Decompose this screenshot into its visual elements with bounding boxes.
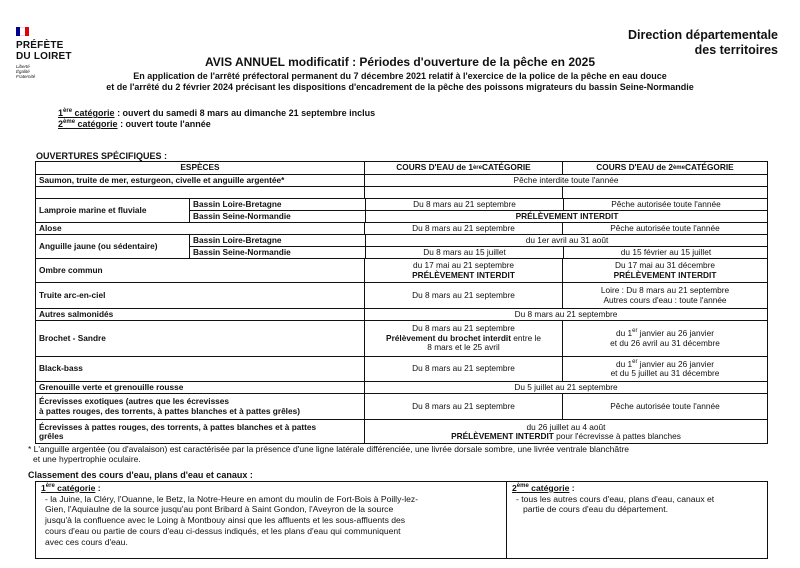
table-row-anguille	[36, 235, 767, 259]
species-truite: Truite arc-en-ciel	[39, 289, 106, 300]
classement-cat2-list: - tous les autres cours d'eau, plans d'eau, canaux et partie de cours d'eau du département.	[516, 493, 715, 515]
species-ecrevisses-exotiques: Écrevisses exotiques (autres que les écrevisses à pattes rouges, des torrents, à pattes blanches et à pattes grêles)	[39, 396, 300, 416]
species-grenouille: Grenouille verte et grenouille rousse	[39, 382, 184, 392]
species-saumon: Saumon, truite de mer, esturgeon, civelle et anguille argentée*	[39, 175, 285, 185]
ecrevisses-autochtones-dates: du 26 juillet au 4 août	[526, 421, 606, 432]
brochet-cat1-dates: Du 8 mars au 21 septembre	[412, 323, 515, 334]
species-brochet: Brochet - Sandre	[39, 332, 106, 343]
table-row-salmonides	[36, 309, 767, 321]
section-title: OUVERTURES SPÉCIFIQUES :	[36, 151, 168, 161]
ombre-cat2-dates: Du 17 mai au 31 décembre	[614, 260, 716, 270]
classement-cat2-heading: 2ème catégorie :	[512, 483, 575, 493]
motto-egalite: Égalité	[16, 69, 30, 74]
motto-fraternite: Fraternité	[16, 74, 36, 79]
header-cat1: COURS D'EAU de 1 ère CATÉGORIE	[364, 162, 562, 174]
ecrevisses-autochtones-period	[364, 420, 767, 444]
blackbass-cat2	[562, 357, 767, 381]
brochet-cat2-period-2: et du 26 avril au 31 décembre	[610, 337, 720, 348]
lamproie-seine-period: PRÉLÈVEMENT INTERDIT	[365, 211, 768, 223]
direction-line-2: des territoires	[694, 43, 778, 57]
species-anguille: Anguille jaune (ou sédentaire)	[39, 240, 158, 251]
alose-cat2: Pêche autorisée toute l'année	[562, 223, 767, 234]
header-species: ESPÈCES	[180, 162, 220, 173]
table-row-blackbass	[36, 357, 767, 382]
table-row-ombre	[36, 259, 767, 283]
ombre-cat2-restriction: PRÉLÈVEMENT INTERDIT	[613, 269, 717, 280]
footnote-line-2: et une hypertrophie oculaire.	[33, 454, 141, 464]
subtitle-line-2: et de l'arrêté du 2 février 2024 précisant les dispositions d'encadrement de la pêche des poissons migrateurs du bassin Seine-Normandie	[106, 81, 694, 92]
truite-cat2-loire: Loire : Du 8 mars au 21 septembre	[600, 285, 730, 295]
truite-cat1: Du 8 mars au 21 septembre	[364, 283, 562, 308]
blackbass-cat1: Du 8 mars au 21 septembre	[364, 357, 562, 381]
saumon-period: Pêche interdite toute l'année	[364, 175, 767, 186]
anguille-basin-seine: Bassin Seine-Normandie	[193, 247, 291, 258]
table-header-row	[36, 162, 767, 175]
lamproie-loire-cat1: Du 8 mars au 21 septembre	[365, 199, 563, 210]
table-row-ecrevisses-autochtones	[36, 420, 767, 444]
species-alose: Alose	[39, 223, 62, 233]
truite-cat2	[562, 283, 767, 308]
ombre-cat2	[562, 259, 767, 282]
species-ecrevisses-autochtones: Écrevisses à pattes rouges, des torrents, à pattes blanches et à pattes grêles	[39, 421, 317, 441]
table-row-truite	[36, 283, 767, 309]
page-title: AVIS ANNUEL modificatif : Périodes d'ouverture de la pêche en 2025	[204, 55, 596, 69]
species-lamproie: Lamproie marine et fluviale	[39, 204, 147, 215]
alose-cat1: Du 8 mars au 21 septembre	[364, 223, 562, 234]
lamproie-basin-loire: Bassin Loire-Bretagne	[193, 199, 282, 209]
anguille-seine-cat2: du 15 février au 15 juillet	[563, 247, 768, 259]
anguille-seine-cat1: Du 8 mars au 15 juillet	[365, 247, 563, 259]
issuing-direction	[628, 28, 778, 58]
brochet-cat2	[562, 321, 767, 356]
table-row-grenouille	[36, 382, 767, 394]
blackbass-cat2-period-2: et du 5 juillet au 31 décembre	[610, 368, 720, 378]
table-row-lamproie	[36, 199, 767, 223]
table-row-ecrevisses-exotiques	[36, 394, 767, 420]
table-row-brochet	[36, 321, 767, 357]
truite-cat2-other: Autres cours d'eau : toute l'année	[603, 294, 727, 305]
logo-line-2: DU LOIRET	[16, 51, 72, 62]
logo-line-1: PRÉFÈTE	[16, 40, 64, 51]
ombre-cat1	[364, 259, 562, 282]
openings-table	[35, 161, 768, 444]
species-salmonides: Autres salmonidés	[39, 309, 114, 319]
anguille-basin-loire: Bassin Loire-Bretagne	[193, 235, 282, 245]
species-ombre: Ombre commun	[39, 264, 103, 275]
footnote-line-1: * L'anguille argentée (ou d'avalaison) est caractérisée par la présence d'une ligne latérale différenciée, une livrée dorsale sombre, une livrée ventrale blanchâtre	[28, 444, 630, 454]
grenouille-period: Du 5 juillet au 21 septembre	[364, 382, 767, 393]
table-row-alose	[36, 223, 767, 235]
page-subtitle	[0, 71, 800, 92]
ombre-cat1-dates: du 17 mai au 21 septembre	[412, 260, 514, 270]
classement-cat1-heading: 1ère catégorie :	[41, 483, 101, 493]
header-cat2: COURS D'EAU de 2 ème CATÉGORIE	[562, 162, 767, 174]
lamproie-loire-cat2: Pêche autorisée toute l'année	[563, 199, 768, 210]
category-summary	[58, 108, 375, 130]
tricolor-flag-icon	[16, 27, 29, 36]
footnote	[28, 444, 768, 464]
brochet-cat1-restriction: Prélèvement du brochet interdit entre le	[386, 332, 541, 343]
table-row-spacer	[36, 187, 767, 199]
ombre-cat1-restriction: PRÉLÈVEMENT INTERDIT	[412, 269, 515, 280]
category-1-summary: 1ère catégorie : ouvert du samedi 8 mars au dimanche 21 septembre inclus	[58, 108, 376, 118]
classement-cat2-box	[506, 481, 768, 559]
blackbass-cat2-period-1: du 1er janvier au 26 janvier	[615, 358, 715, 369]
classement-cat1-list: - la Juine, la Cléry, l'Ouanne, le Betz, la Notre-Heure en amont du moulin de Fort-Bois à Poilly-lez- Gien, l'Aquiaulne de la source jusqu'au pont Bribard à Saint Gondon, l'Aveyron de la source jusqu'à la confluence avec le Loing à Montbouy ainsi que les affluents et les sous-affluents des cours d'eau ou partie de cours d'eau ci-dessus indiqués, et les plans d'eau qui communiquent avec ces cours d'eau.	[45, 493, 419, 547]
category-2-summary: 2ème catégorie : ouvert toute l'année	[58, 119, 211, 129]
anguille-loire-period: du 1er avril au 31 août	[365, 235, 768, 246]
salmonides-period: Du 8 mars au 21 septembre	[364, 309, 767, 320]
direction-line-1: Direction départementale	[627, 28, 778, 42]
motto-liberte: Liberté	[16, 64, 30, 69]
table-row-saumon	[36, 175, 767, 187]
ecrevisses-exotiques-cat1: Du 8 mars au 21 septembre	[364, 394, 562, 419]
classement-cat1-box	[35, 481, 507, 559]
lamproie-basin-seine: Bassin Seine-Normandie	[193, 211, 291, 222]
species-blackbass: Black-bass	[39, 363, 83, 374]
brochet-cat1	[364, 321, 562, 356]
ecrevisses-exotiques-cat2: Pêche autorisée toute l'année	[562, 394, 767, 419]
classement-title: Classement des cours d'eau, plans d'eau et canaux :	[28, 470, 253, 480]
brochet-cat2-period-1: du 1er janvier au 26 janvier	[615, 328, 715, 338]
brochet-cat1-restriction-dates: 8 mars et le 25 avril	[427, 342, 500, 353]
ecrevisses-autochtones-restriction: PRÉLÈVEMENT INTERDIT pour l'écrevisse à pattes blanches	[451, 431, 681, 441]
subtitle-line-1: En application de l'arrêté préfectoral permanent du 7 décembre 2021 relatif à l'exercice de la police de la pêche en eau douce	[133, 71, 667, 81]
